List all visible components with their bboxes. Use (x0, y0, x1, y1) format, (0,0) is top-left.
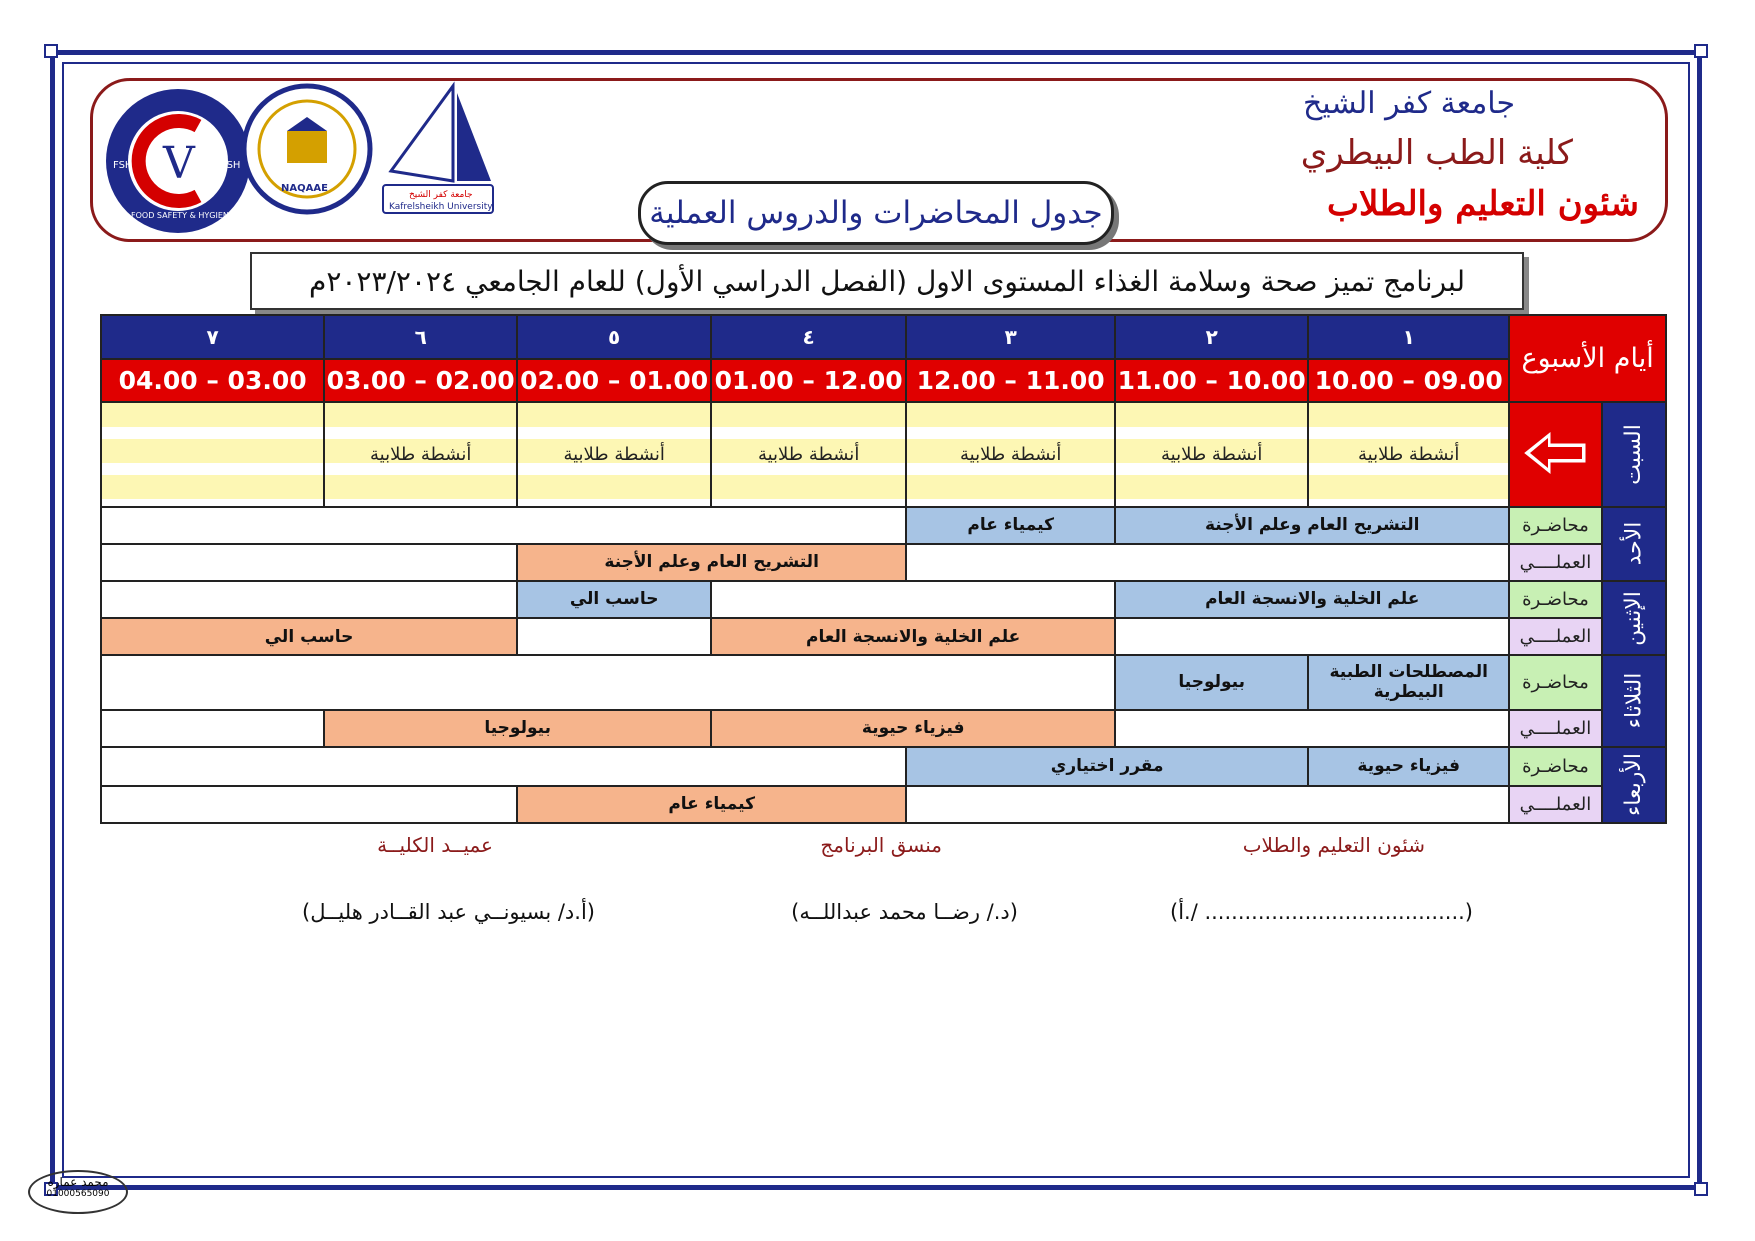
weekdays-header: أيام الأسبوع (1509, 315, 1666, 402)
lab-label: العملــــي (1509, 544, 1601, 581)
lecture-cell: مقرر اختياري (906, 747, 1308, 786)
lab-label: العملــــي (1509, 786, 1601, 823)
svg-text:FSH: FSH (221, 160, 241, 171)
empty-cell (101, 747, 906, 786)
author-stamp: محمد عماره 01000565090 (28, 1170, 128, 1214)
corner-ornament (1694, 44, 1708, 58)
day-wednesday: الأربعاء (1602, 747, 1666, 823)
activity-cell: أنشطة طلابية (1308, 402, 1509, 507)
lecture-label: محاضـرة (1509, 581, 1601, 618)
lecture-label: محاضـرة (1509, 507, 1601, 544)
coordinator-signatory: (د./ رضــا محمد عبداللــه) (791, 900, 1018, 924)
empty-cell (711, 581, 1115, 618)
faculty-name: كلية الطب البيطري (1300, 133, 1573, 173)
slot-time: 11.00 – 10.00 (1115, 359, 1308, 403)
lecture-cell: التشريح العام وعلم الأجنة (1115, 507, 1509, 544)
lab-cell: علم الخلية والانسجة العام (711, 618, 1115, 655)
day-sunday: الأحد (1602, 507, 1666, 581)
empty-cell (1115, 618, 1509, 655)
activity-cell: أنشطة طلابية (906, 402, 1115, 507)
activity-cell: أنشطة طلابية (517, 402, 711, 507)
day-monday: الإثنين (1602, 581, 1666, 655)
empty-cell (101, 710, 324, 747)
lecture-label: محاضـرة (1509, 747, 1601, 786)
lab-label: العملــــي (1509, 710, 1601, 747)
slot-time: 02.00 – 01.00 (517, 359, 711, 403)
lab-cell: كيمياء عام (517, 786, 906, 823)
lecture-label: محاضـرة (1509, 655, 1601, 710)
empty-cell (101, 786, 517, 823)
dean-title: عميــد الكليــة (377, 833, 493, 857)
lab-cell: حاسب الي (101, 618, 517, 655)
slot-number: ٦ (324, 315, 517, 359)
lecture-cell: المصطلحات الطبية البيطرية (1308, 655, 1509, 710)
student-affairs-title: شئون التعليم والطلاب (1242, 833, 1425, 857)
lab-cell: التشريح العام وعلم الأجنة (517, 544, 906, 581)
svg-text:جامعة كفر الشيخ: جامعة كفر الشيخ (409, 190, 473, 200)
coordinator-title: منسق البرنامج (820, 833, 942, 857)
slot-time: 01.00 – 12.00 (711, 359, 906, 403)
program-subtitle: لبرنامج تميز صحة وسلامة الغذاء المستوى الاول (الفصل الدراسي الأول) للعام الجامعي ٢٠٢٣/٢٠٢٤م (250, 252, 1524, 310)
svg-text:FSH: FSH (113, 160, 133, 171)
svg-text:NAQAAE: NAQAAE (281, 183, 328, 194)
slot-number: ٥ (517, 315, 711, 359)
kafrelsheikh-university-logo (373, 81, 503, 216)
university-name: جامعة كفر الشيخ (1302, 86, 1515, 121)
lab-cell: فيزياء حيوية (711, 710, 1115, 747)
day-saturday: السبت (1602, 402, 1666, 507)
svg-text:FOOD SAFETY & HYGIENE: FOOD SAFETY & HYGIENE (131, 211, 234, 220)
activity-cell: أنشطة طلابية (1115, 402, 1308, 507)
svg-text:V: V (163, 138, 195, 189)
arrow-icon (1509, 402, 1601, 507)
empty-cell (101, 544, 517, 581)
slot-number: ٧ (101, 315, 324, 359)
slot-time: 04.00 – 03.00 (101, 359, 324, 403)
lecture-cell: علم الخلية والانسجة العام (1115, 581, 1509, 618)
empty-cell (1115, 710, 1509, 747)
activity-cell: أنشطة طلابية (711, 402, 906, 507)
corner-ornament (1694, 1182, 1708, 1196)
page-title: جدول المحاضرات والدروس العملية (638, 181, 1114, 245)
empty-cell (906, 786, 1509, 823)
slot-time: 12.00 – 11.00 (906, 359, 1115, 403)
lecture-cell: فيزياء حيوية (1308, 747, 1509, 786)
slot-number: ١ (1308, 315, 1509, 359)
empty-cell (906, 544, 1509, 581)
student-affairs-signatory: (أ./ .......................................) (1169, 900, 1473, 924)
slot-number: ٣ (906, 315, 1115, 359)
slot-time: 10.00 – 09.00 (1308, 359, 1509, 403)
activity-cell: أنشطة طلابية (324, 402, 517, 507)
lecture-cell: بيولوجيا (1115, 655, 1308, 710)
lab-cell: بيولوجيا (324, 710, 711, 747)
empty-cell (517, 618, 711, 655)
day-tuesday: الثلاثاء (1602, 655, 1666, 747)
corner-ornament (44, 44, 58, 58)
lecture-cell: حاسب الي (517, 581, 711, 618)
food-safety-logo (103, 86, 253, 236)
schedule-table (100, 314, 1667, 824)
slot-number: ٢ (1115, 315, 1308, 359)
empty-cell (101, 655, 1115, 710)
naqaae-logo (241, 83, 373, 215)
activity-cell (101, 402, 324, 507)
dean-signatory: (أ.د/ بسيونــي عبد القــادر هليــل) (302, 900, 595, 924)
svg-text:Kafrelsheikh University: Kafrelsheikh University (389, 202, 493, 212)
lab-label: العملــــي (1509, 618, 1601, 655)
empty-cell (101, 507, 906, 544)
lecture-cell: كيمياء عام (906, 507, 1115, 544)
department-name: شئون التعليم والطلاب (1327, 184, 1639, 224)
page-header (90, 78, 1668, 242)
empty-cell (101, 581, 517, 618)
slot-time: 03.00 – 02.00 (324, 359, 517, 403)
slot-number: ٤ (711, 315, 906, 359)
